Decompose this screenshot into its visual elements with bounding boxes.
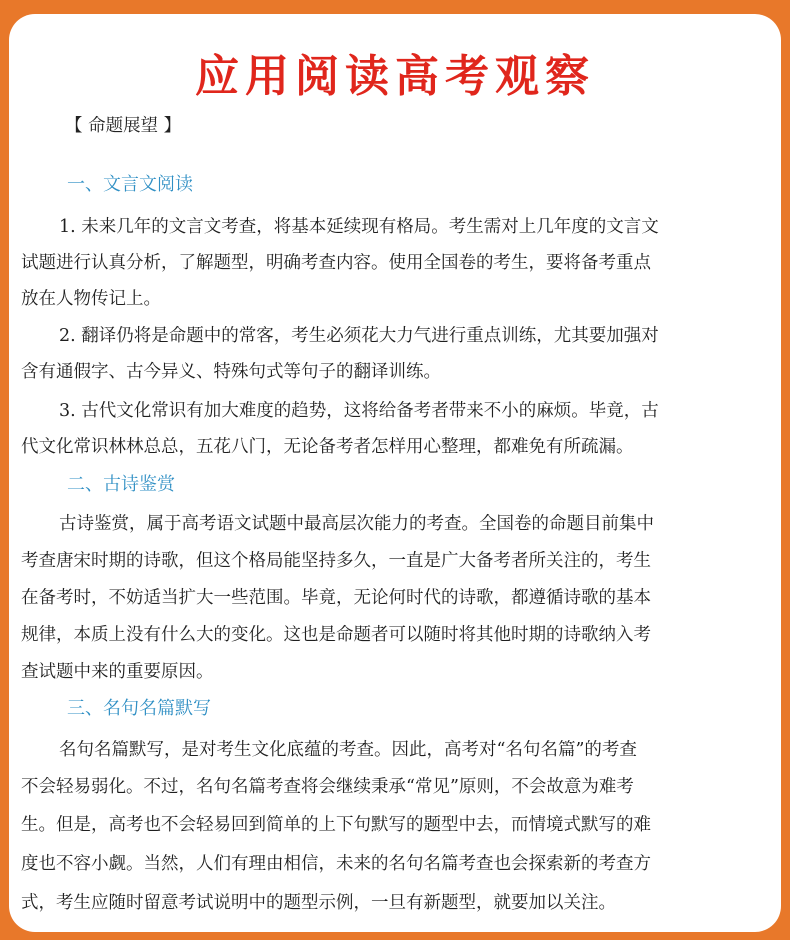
paragraph-line: 含有通假字、古今异义、特殊句式等句子的翻译训练。 [21, 362, 441, 382]
section-heading-1: 一、文言文阅读 [67, 174, 193, 195]
paragraph-line: 代文化常识林林总总，五花八门，无论备考者怎样用心整理，都难免有所疏漏。 [21, 437, 634, 457]
paragraph-line: 古诗鉴赏，属于高考语文试题中最高层次能力的考查。全国卷的命题目前集中 [59, 514, 654, 534]
paragraph-line: 考查唐宋时期的诗歌，但这个格局能坚持多久，一直是广大备考者所关注的，考生 [21, 551, 651, 571]
paragraph-line: 2. 翻译仍将是命题中的常客，考生必须花大力气进行重点训练，尤其要加强对 [59, 326, 659, 346]
paragraph-line: 不会轻易弱化。不过，名句名篇考查将会继续秉承“常见”原则，不会故意为难考 [21, 777, 634, 797]
paragraph-line: 3. 古代文化常识有加大难度的趋势，这将给备考者带来不小的麻烦。毕竟，古 [59, 401, 659, 421]
section-tag: 【 命题展望 】 [65, 116, 182, 136]
page-title: 应用阅读高考观察 [195, 51, 595, 102]
paragraph-line: 规律，本质上没有什么大的变化。这也是命题者可以随时将其他时期的诗歌纳入考 [21, 625, 651, 645]
paragraph-line: 试题进行认真分析，了解题型，明确考查内容。使用全国卷的考生，要将备考重点 [21, 253, 651, 273]
paragraph-line: 度也不容小觑。当然，人们有理由相信，未来的名句名篇考查也会探索新的考查方 [21, 854, 651, 874]
paragraph-line: 1. 未来几年的文言文考查，将基本延续现有格局。考生需对上几年度的文言文 [59, 217, 659, 237]
paragraph-line: 查试题中来的重要原因。 [21, 662, 214, 682]
section-heading-3: 三、名句名篇默写 [67, 698, 211, 719]
page-frame [9, 14, 781, 932]
paragraph-line: 放在人物传记上。 [21, 289, 161, 309]
paragraph-line: 生。但是，高考也不会轻易回到简单的上下句默写的题型中去，而情境式默写的难 [21, 815, 651, 835]
paragraph-line: 名句名篇默写，是对考生文化底蕴的考查。因此，高考对“名句名篇”的考查 [59, 740, 637, 760]
paragraph-line: 式，考生应随时留意考试说明中的题型示例，一旦有新题型，就要加以关注。 [21, 893, 616, 913]
section-heading-2: 二、古诗鉴赏 [67, 474, 175, 495]
paragraph-line: 在备考时，不妨适当扩大一些范围。毕竟，无论何时代的诗歌，都遵循诗歌的基本 [21, 588, 651, 608]
